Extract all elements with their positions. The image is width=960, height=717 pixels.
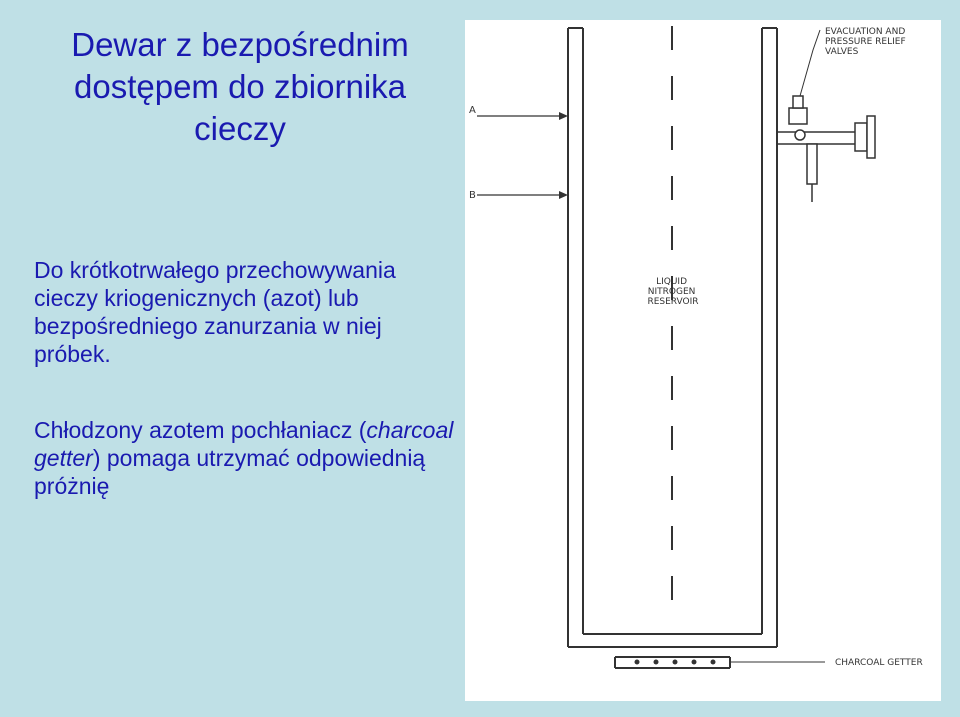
reference-arrows [477,116,565,195]
title-line-2: dostępem do zbiornika [73,68,407,105]
valve-stem [807,144,817,184]
valves-label [825,27,909,57]
dewar-drawing [465,20,941,701]
valve-handle-body [855,123,867,151]
dewar-diagram [465,20,941,701]
reservoir-label-line-3: RESERVOIR [647,297,699,307]
getter-hole [635,660,640,665]
description-paragraph: Do krótkotrwałego przechowywania cieczy kriogenicznych (azot) lub bezpośredniego zanurzania w niej próbek. [34,257,396,367]
getter-hole [711,660,716,665]
label-b: B [469,190,476,201]
getter-hole [673,660,678,665]
title-line-3: cieczy [194,110,286,147]
valve-cap [789,108,807,124]
reservoir-label [647,277,698,307]
getter-text-after: ) pomaga utrzymać odpowiednią próżnię [34,445,426,499]
arrow-b-head [559,191,568,199]
getter-hole [692,660,697,665]
getter-term: charcoal getter [34,417,454,471]
valves-label-line-1: EVACUATION AND [825,27,906,37]
reservoir-label-line-2: NITROGEN [647,287,696,297]
arrow-a-head [559,112,568,120]
valve-nut [793,96,803,108]
valve-port [795,130,805,140]
getter-paragraph [34,416,459,500]
getter-label: CHARCOAL GETTER [835,658,923,668]
slide-title [30,24,450,150]
valves-label-line-3: VALVES [825,47,859,57]
getter-text-before: Chłodzony azotem pochłaniacz ( [34,417,367,443]
valve-assembly [777,96,875,202]
getter-hole [654,660,659,665]
getter-holes [635,660,716,665]
label-a: A [469,105,476,116]
valves-label-line-2: PRESSURE RELIEF [825,37,906,47]
valve-leader [800,30,820,96]
title-line-1: Dewar z bezpośrednim [71,26,409,63]
valve-knob [867,116,875,158]
reservoir-label-line-1: LIQUID [656,277,688,287]
